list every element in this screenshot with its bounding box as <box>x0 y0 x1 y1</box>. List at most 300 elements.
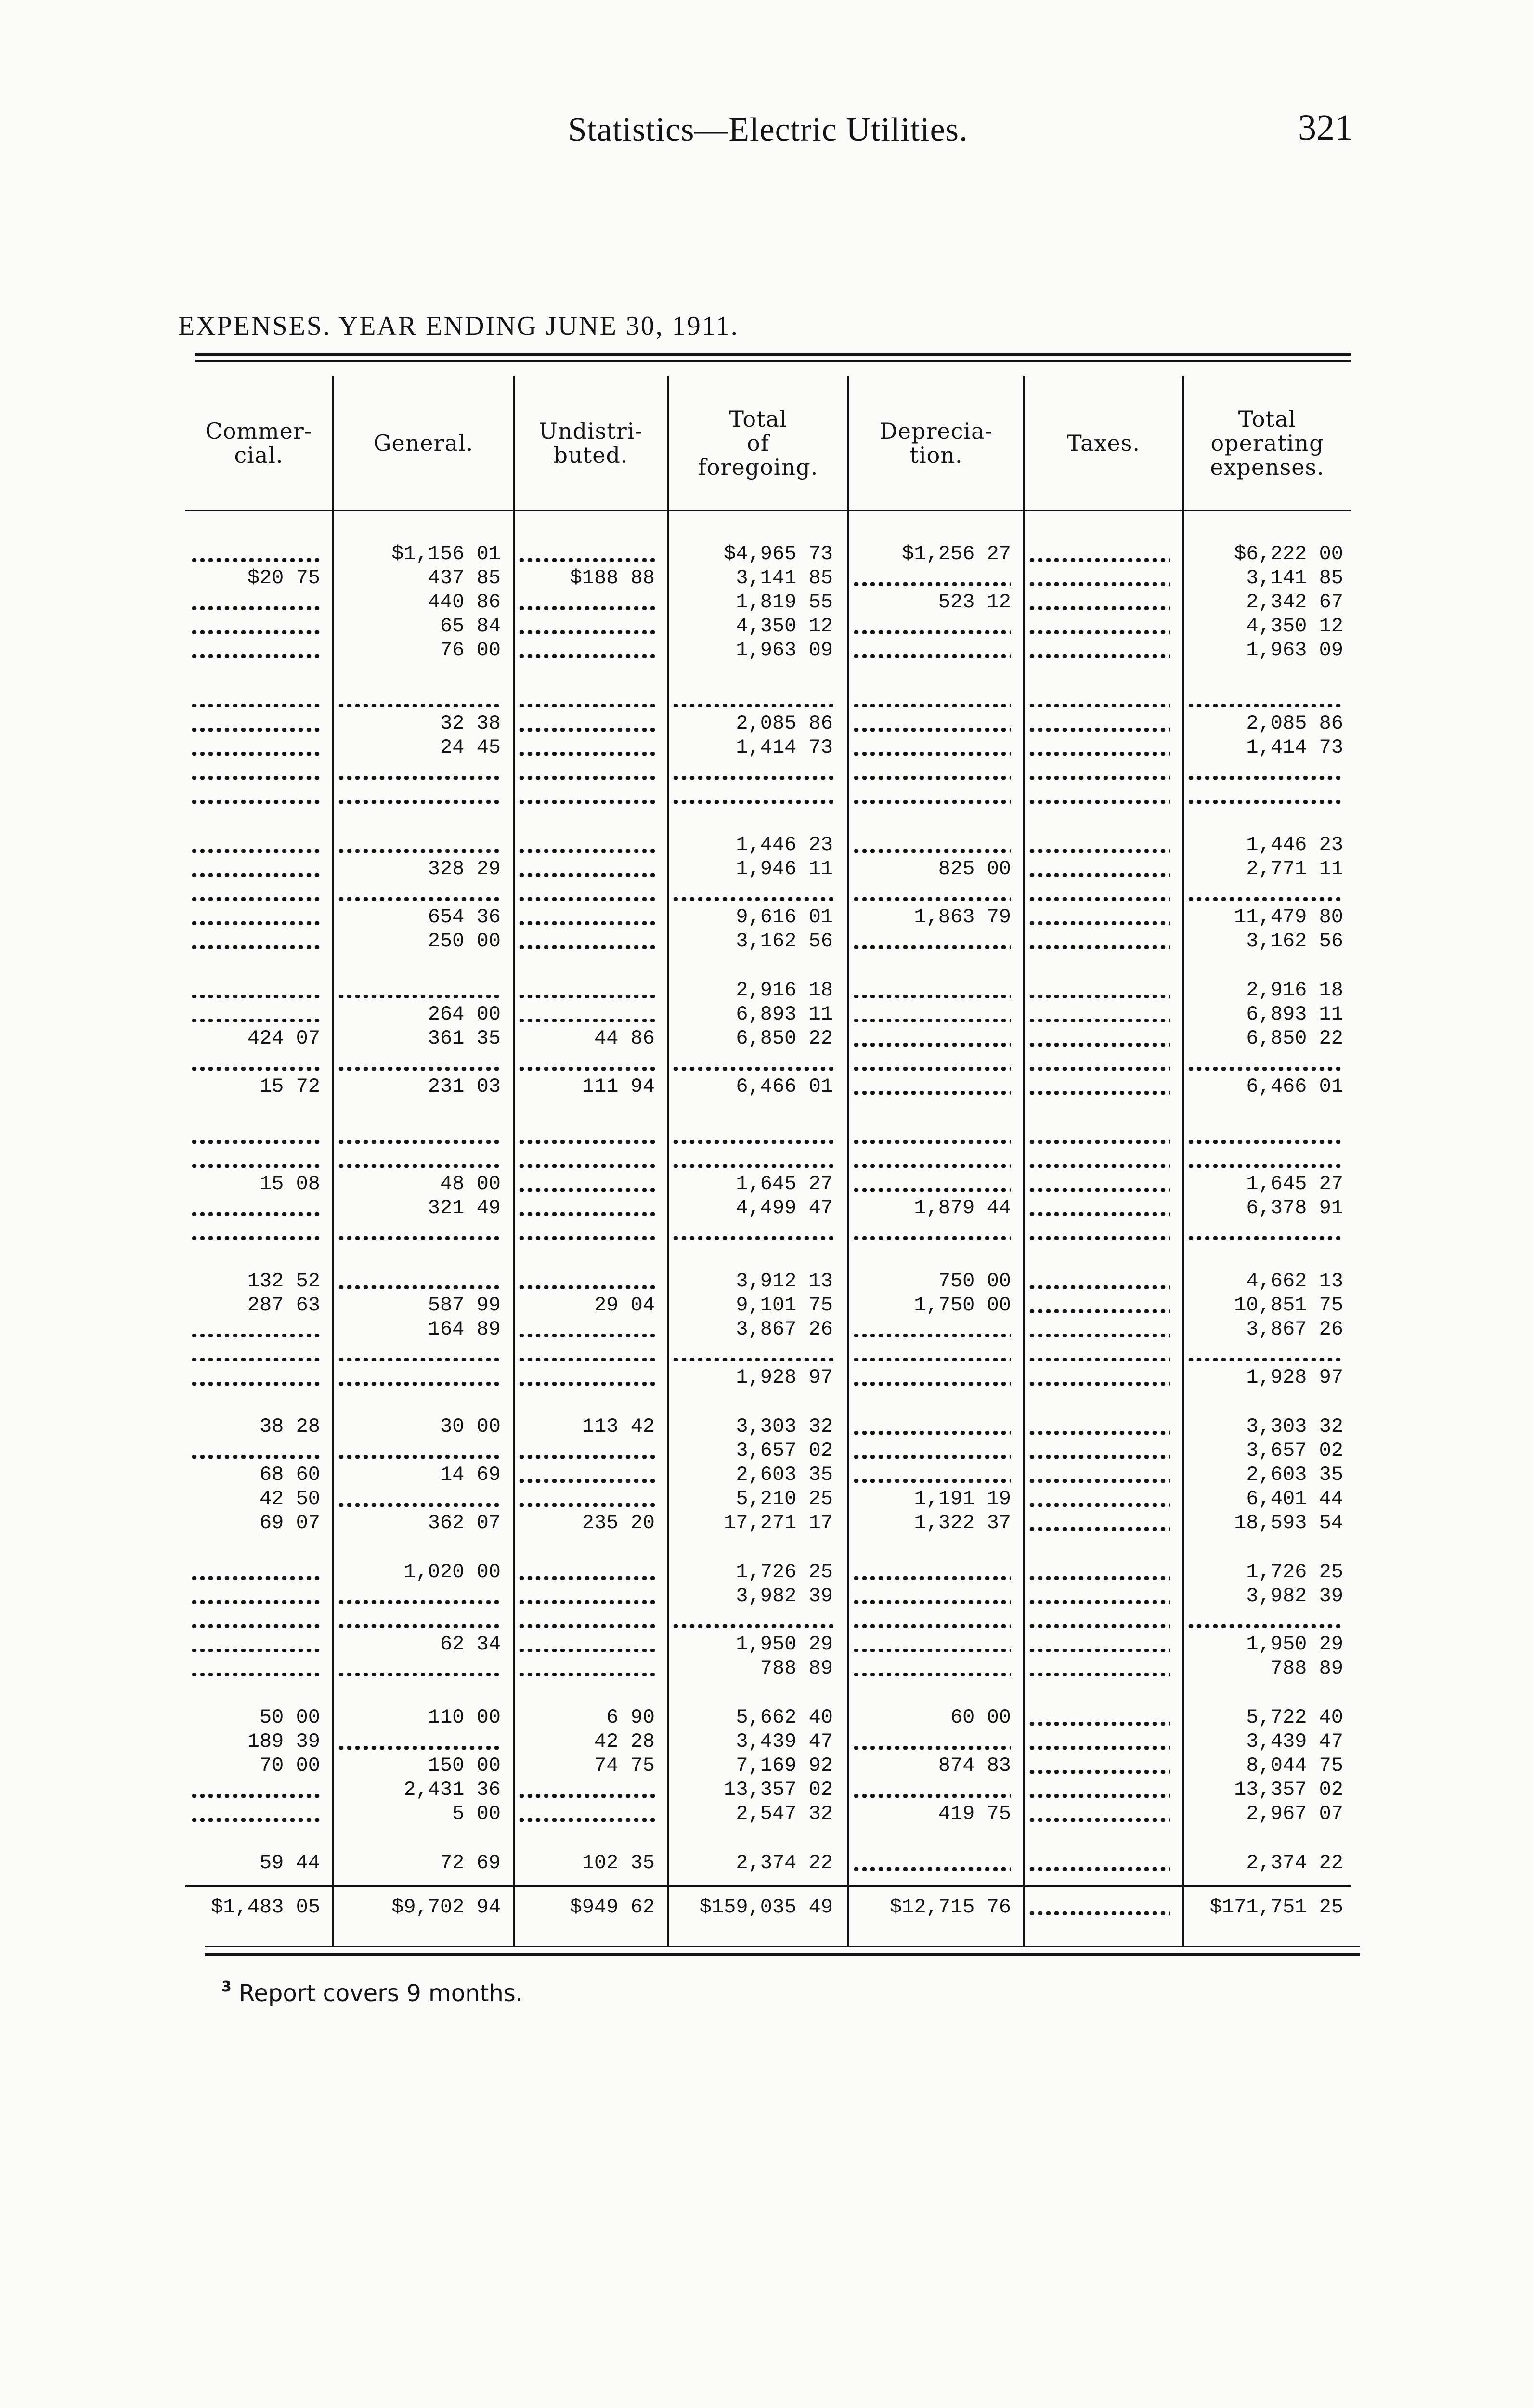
table-cell: 14 69 <box>440 1463 501 1486</box>
table-cell: 50 00 <box>259 1706 320 1729</box>
table-cell: 69 07 <box>259 1511 320 1534</box>
leader-dots <box>1028 945 1170 949</box>
leader-dots <box>190 1673 320 1676</box>
table-cell: 59 44 <box>259 1851 320 1874</box>
table-cell: 13,357 02 <box>1234 1778 1343 1801</box>
leader-dots <box>518 1212 655 1216</box>
leader-dots <box>852 704 1011 707</box>
leader-dots <box>1028 1431 1170 1435</box>
leader-dots <box>190 558 320 562</box>
column-header-label: Total operating expenses. <box>1210 406 1325 480</box>
leader-dots <box>1028 873 1170 877</box>
leader-dots <box>852 630 1011 634</box>
table-cell: 189 39 <box>247 1730 320 1753</box>
table-cell: 4,350 12 <box>1246 615 1343 638</box>
table-cell: 2,771 11 <box>1246 857 1343 880</box>
table-cell: 6,850 22 <box>736 1027 833 1050</box>
table-cell: 30 00 <box>440 1415 501 1438</box>
table-cell: 1,928 97 <box>1246 1366 1343 1389</box>
leader-dots <box>852 945 1011 949</box>
table-cell: 3,162 56 <box>736 929 833 953</box>
leader-dots <box>1028 1503 1170 1507</box>
running-head: Statistics—Electric Utilities. <box>568 111 968 148</box>
table-cell: $4,965 73 <box>724 542 833 565</box>
table-cell: 102 35 <box>582 1851 655 1874</box>
leader-dots <box>190 1236 320 1240</box>
table-cell: 3,141 85 <box>736 566 833 589</box>
leader-dots <box>1028 1043 1170 1047</box>
table-cell: 6,401 44 <box>1246 1487 1343 1510</box>
table-cell: 5,662 40 <box>736 1706 833 1729</box>
table-cell: 5,722 40 <box>1246 1706 1343 1729</box>
leader-dots <box>852 1794 1011 1798</box>
table-cell: 1,950 29 <box>736 1633 833 1656</box>
column-header-label: Taxes. <box>1067 430 1140 456</box>
table-cell: $1,156 01 <box>391 542 501 565</box>
totals-cell: $12,715 76 <box>889 1896 1011 1919</box>
leader-dots <box>190 873 320 877</box>
leader-dots <box>852 1382 1011 1386</box>
table-cell: 9,616 01 <box>736 905 833 929</box>
table-cell: 65 84 <box>440 615 501 638</box>
leader-dots <box>1028 1067 1170 1071</box>
table-cell: 11,479 80 <box>1234 905 1343 929</box>
leader-dots <box>518 1479 655 1483</box>
leader-dots <box>190 995 320 998</box>
leader-dots <box>1187 1624 1343 1628</box>
table-cell: 1,446 23 <box>1246 833 1343 856</box>
leader-dots <box>190 1019 320 1022</box>
leader-dots <box>337 1285 501 1289</box>
table-cell: 1,414 73 <box>736 736 833 759</box>
leader-dots <box>852 1455 1011 1459</box>
leader-dots <box>337 1624 501 1628</box>
leader-dots <box>852 582 1011 586</box>
leader-dots <box>1028 1188 1170 1192</box>
leader-dots <box>518 1164 655 1168</box>
leader-dots <box>518 606 655 610</box>
table-cell: 132 52 <box>247 1269 320 1293</box>
table-cell: 1,819 55 <box>736 590 833 614</box>
leader-dots <box>190 776 320 780</box>
table-cell: 750 00 <box>938 1269 1011 1293</box>
table-cell: 2,547 32 <box>736 1802 833 1825</box>
table-cell: 2,342 67 <box>1246 590 1343 614</box>
leader-dots <box>1028 995 1170 998</box>
leader-dots <box>518 873 655 877</box>
leader-dots <box>518 1188 655 1192</box>
leader-dots <box>190 630 320 634</box>
table-cell: 5 00 <box>452 1802 501 1825</box>
leader-dots <box>852 752 1011 756</box>
table-heading: EXPENSES. YEAR ENDING JUNE 30, 1911. <box>178 311 739 341</box>
leader-dots <box>337 704 501 707</box>
table-cell: 3,141 85 <box>1246 566 1343 589</box>
table-cell: 13,357 02 <box>724 1778 833 1801</box>
leader-dots <box>672 1067 833 1071</box>
leader-dots <box>190 897 320 901</box>
table-cell: 3,657 02 <box>736 1439 833 1462</box>
table-cell: 264 00 <box>428 1003 501 1026</box>
leader-dots <box>190 849 320 853</box>
table-cell: 1,928 97 <box>736 1366 833 1389</box>
table-cell: $6,222 00 <box>1234 542 1343 565</box>
leader-dots <box>672 1624 833 1628</box>
table-cell: 3,303 32 <box>1246 1415 1343 1438</box>
leader-dots <box>190 606 320 610</box>
leader-dots <box>337 1746 501 1750</box>
totals-top-rule <box>185 1885 1351 1887</box>
leader-dots <box>190 921 320 925</box>
table-cell: 3,657 02 <box>1246 1439 1343 1462</box>
table-cell: 29 04 <box>594 1294 655 1317</box>
leader-dots <box>852 1576 1011 1580</box>
leader-dots <box>1028 1770 1170 1774</box>
table-cell: 1,950 29 <box>1246 1633 1343 1656</box>
table-cell: 6 90 <box>606 1706 655 1729</box>
table-cell: 788 89 <box>760 1657 833 1680</box>
leader-dots <box>190 728 320 732</box>
leader-dots <box>1028 776 1170 780</box>
leader-dots <box>1028 1673 1170 1676</box>
leader-dots <box>190 1334 320 1337</box>
leader-dots <box>518 1140 655 1144</box>
table-cell: $188 88 <box>570 566 655 589</box>
leader-dots <box>1028 1818 1170 1822</box>
leader-dots <box>337 776 501 780</box>
leader-dots <box>337 849 501 853</box>
leader-dots <box>1028 1455 1170 1459</box>
table-cell: 3,439 47 <box>736 1730 833 1753</box>
leader-dots <box>518 1285 655 1289</box>
leader-dots <box>337 1503 501 1507</box>
leader-dots <box>1028 704 1170 707</box>
leader-dots <box>518 1067 655 1071</box>
table-cell: 72 69 <box>440 1851 501 1874</box>
leader-dots <box>1028 654 1170 658</box>
table-cell: 874 83 <box>938 1754 1011 1777</box>
table-cell: 2,085 86 <box>736 712 833 735</box>
table-cell: 10,851 75 <box>1234 1294 1343 1317</box>
leader-dots <box>672 1236 833 1240</box>
table-cell: 150 00 <box>428 1754 501 1777</box>
leader-dots <box>852 776 1011 780</box>
totals-cell: $9,702 94 <box>391 1896 501 1919</box>
leader-dots <box>1028 1911 1170 1915</box>
page-number: 321 <box>1298 107 1353 148</box>
leader-dots <box>518 704 655 707</box>
table-cell: 2,431 36 <box>403 1778 501 1801</box>
leader-dots <box>337 1382 501 1386</box>
leader-dots <box>518 630 655 634</box>
leader-dots <box>672 1164 833 1168</box>
table-cell: 4,662 13 <box>1246 1269 1343 1293</box>
leader-dots <box>518 558 655 562</box>
leader-dots <box>1187 776 1343 780</box>
leader-dots <box>852 1140 1011 1144</box>
leader-dots <box>518 1600 655 1604</box>
table-bottom-rule-thick <box>205 1953 1360 1956</box>
leader-dots <box>337 800 501 804</box>
table-cell: 24 45 <box>440 736 501 759</box>
table-cell: 15 08 <box>259 1172 320 1195</box>
table-cell: 235 20 <box>582 1511 655 1534</box>
table-cell: 3,303 32 <box>736 1415 833 1438</box>
totals-cell: $159,035 49 <box>699 1896 833 1919</box>
leader-dots <box>1028 1334 1170 1337</box>
leader-dots <box>1028 1576 1170 1580</box>
table-cell: 788 89 <box>1270 1657 1343 1680</box>
leader-dots <box>190 800 320 804</box>
leader-dots <box>1187 704 1343 707</box>
table-cell: 1,879 44 <box>914 1196 1011 1219</box>
leader-dots <box>852 654 1011 658</box>
table-cell: 362 07 <box>428 1511 501 1534</box>
table-cell: 44 86 <box>594 1027 655 1050</box>
leader-dots <box>1028 1479 1170 1483</box>
leader-dots <box>672 897 833 901</box>
leader-dots <box>672 800 833 804</box>
table-cell: 76 00 <box>440 639 501 662</box>
leader-dots <box>1028 752 1170 756</box>
table-cell: 4,350 12 <box>736 615 833 638</box>
table-cell: 2,603 35 <box>736 1463 833 1486</box>
leader-dots <box>518 1649 655 1652</box>
leader-dots <box>190 654 320 658</box>
leader-dots <box>518 1673 655 1676</box>
leader-dots <box>337 1455 501 1459</box>
leader-dots <box>518 1019 655 1022</box>
leader-dots <box>190 1067 320 1071</box>
table-cell: 328 29 <box>428 857 501 880</box>
leader-dots <box>190 1600 320 1604</box>
leader-dots <box>852 1164 1011 1168</box>
table-cell: 2,916 18 <box>1246 979 1343 1002</box>
leader-dots <box>190 1649 320 1652</box>
leader-dots <box>518 654 655 658</box>
leader-dots <box>1028 1600 1170 1604</box>
table-cell: 2,374 22 <box>736 1851 833 1874</box>
leader-dots <box>190 1818 320 1822</box>
leader-dots <box>1028 582 1170 586</box>
leader-dots <box>190 1140 320 1144</box>
column-header-label: Commer- cial. <box>205 418 312 468</box>
leader-dots <box>852 849 1011 853</box>
leader-dots <box>1028 1358 1170 1361</box>
table-cell: 42 50 <box>259 1487 320 1510</box>
leader-dots <box>190 945 320 949</box>
leader-dots <box>1187 1236 1343 1240</box>
leader-dots <box>190 1164 320 1168</box>
table-cell: 8,044 75 <box>1246 1754 1343 1777</box>
table-cell: 164 89 <box>428 1318 501 1341</box>
table-cell: 6,466 01 <box>736 1075 833 1098</box>
leader-dots <box>518 1624 655 1628</box>
leader-dots <box>518 800 655 804</box>
leader-dots <box>190 1624 320 1628</box>
leader-dots <box>1028 849 1170 853</box>
leader-dots <box>1028 1867 1170 1871</box>
table-cell: 2,603 35 <box>1246 1463 1343 1486</box>
table-cell: 6,850 22 <box>1246 1027 1343 1050</box>
leader-dots <box>518 849 655 853</box>
table-cell: 1,414 73 <box>1246 736 1343 759</box>
leader-dots <box>852 1673 1011 1676</box>
leader-dots <box>190 1212 320 1216</box>
leader-dots <box>1187 1140 1343 1144</box>
leader-dots <box>518 1334 655 1337</box>
table-cell: 38 28 <box>259 1415 320 1438</box>
leader-dots <box>190 1576 320 1580</box>
table-cell: 62 34 <box>440 1633 501 1656</box>
leader-dots <box>1028 1722 1170 1726</box>
table-cell: 250 00 <box>428 929 501 953</box>
table-cell: 110 00 <box>428 1706 501 1729</box>
table-cell: 1,750 00 <box>914 1294 1011 1317</box>
leader-dots <box>1028 1527 1170 1531</box>
leader-dots <box>852 1431 1011 1435</box>
leader-dots <box>337 1164 501 1168</box>
totals-cell: $949 62 <box>570 1896 655 1919</box>
leader-dots <box>518 1576 655 1580</box>
table-cell: 361 35 <box>428 1027 501 1050</box>
table-cell: 1,446 23 <box>736 833 833 856</box>
leader-dots <box>852 728 1011 732</box>
leader-dots <box>337 1358 501 1361</box>
leader-dots <box>337 995 501 998</box>
table-cell: $1,256 27 <box>902 542 1011 565</box>
leader-dots <box>852 800 1011 804</box>
leader-dots <box>1028 1649 1170 1652</box>
leader-dots <box>852 1019 1011 1022</box>
leader-dots <box>337 1600 501 1604</box>
leader-dots <box>1028 1091 1170 1095</box>
table-cell: 231 03 <box>428 1075 501 1098</box>
table-cell: 437 85 <box>428 566 501 589</box>
leader-dots <box>518 752 655 756</box>
table-cell: 1,726 25 <box>736 1560 833 1584</box>
leader-dots <box>337 1067 501 1071</box>
leader-dots <box>1028 558 1170 562</box>
table-cell: 1,963 09 <box>736 639 833 662</box>
totals-cell: $171,751 25 <box>1209 1896 1343 1919</box>
table-cell: 4,499 47 <box>736 1196 833 1219</box>
table-cell: 15 72 <box>259 1075 320 1098</box>
table-cell: 32 38 <box>440 712 501 735</box>
footnote-marker: 3 <box>221 1978 232 1995</box>
leader-dots <box>518 1382 655 1386</box>
table-cell: 70 00 <box>259 1754 320 1777</box>
leader-dots <box>190 1794 320 1798</box>
leader-dots <box>1028 1746 1170 1750</box>
leader-dots <box>852 995 1011 998</box>
leader-dots <box>672 776 833 780</box>
table-cell: 3,982 39 <box>736 1584 833 1608</box>
leader-dots <box>518 995 655 998</box>
table-cell: 9,101 75 <box>736 1294 833 1317</box>
table-cell: 3,162 56 <box>1246 929 1343 953</box>
leader-dots <box>518 1818 655 1822</box>
table-cell: 287 63 <box>247 1294 320 1317</box>
leader-dots <box>1028 728 1170 732</box>
table-cell: 2,916 18 <box>736 979 833 1002</box>
table-cell: 3,439 47 <box>1246 1730 1343 1753</box>
leader-dots <box>1028 921 1170 925</box>
table-cell: 1,726 25 <box>1246 1560 1343 1584</box>
leader-dots <box>1028 1236 1170 1240</box>
leader-dots <box>337 1140 501 1144</box>
table-cell: $20 75 <box>247 566 320 589</box>
footnote <box>221 1978 523 2007</box>
leader-dots <box>852 1600 1011 1604</box>
leader-dots <box>852 1334 1011 1337</box>
leader-dots <box>190 752 320 756</box>
leader-dots <box>1028 630 1170 634</box>
leader-dots <box>1187 1164 1343 1168</box>
leader-dots <box>337 1236 501 1240</box>
leader-dots <box>1028 897 1170 901</box>
leader-dots <box>852 1236 1011 1240</box>
table-cell: 6,893 11 <box>1246 1003 1343 1026</box>
table-cell: 42 28 <box>594 1730 655 1753</box>
leader-dots <box>852 1358 1011 1361</box>
leader-dots <box>1028 1624 1170 1628</box>
leader-dots <box>1028 1309 1170 1313</box>
leader-dots <box>190 1358 320 1361</box>
table-bottom-rule-thin <box>205 1946 1360 1947</box>
table-cell: 3,867 26 <box>1246 1318 1343 1341</box>
table-cell: 3,912 13 <box>736 1269 833 1293</box>
leader-dots <box>518 1794 655 1798</box>
table-cell: 74 75 <box>594 1754 655 1777</box>
leader-dots <box>852 1624 1011 1628</box>
leader-dots <box>1187 800 1343 804</box>
leader-dots <box>518 728 655 732</box>
table-cell: 17,271 17 <box>724 1511 833 1534</box>
leader-dots <box>852 1479 1011 1483</box>
column-header-label: Deprecia- tion. <box>879 418 993 468</box>
leader-dots <box>672 704 833 707</box>
leader-dots <box>852 1188 1011 1192</box>
leader-dots <box>518 921 655 925</box>
table-cell: 6,893 11 <box>736 1003 833 1026</box>
table-cell: 68 60 <box>259 1463 320 1486</box>
table-cell: 3,867 26 <box>736 1318 833 1341</box>
table-cell: 6,466 01 <box>1246 1075 1343 1098</box>
leader-dots <box>337 1673 501 1676</box>
leader-dots <box>852 1649 1011 1652</box>
table-cell: 1,645 27 <box>736 1172 833 1195</box>
leader-dots <box>1187 1067 1343 1071</box>
table-cell: 3,982 39 <box>1246 1584 1343 1608</box>
table-cell: 1,191 19 <box>914 1487 1011 1510</box>
leader-dots <box>1187 1358 1343 1361</box>
table-cell: 113 42 <box>582 1415 655 1438</box>
leader-dots <box>1028 1164 1170 1168</box>
leader-dots <box>852 1091 1011 1095</box>
column-header-label: Undistri- buted. <box>539 418 643 468</box>
leader-dots <box>1028 1140 1170 1144</box>
table-cell: 111 94 <box>582 1075 655 1098</box>
table-cell: 1,963 09 <box>1246 639 1343 662</box>
leader-dots <box>1187 897 1343 901</box>
table-cell: 6,378 91 <box>1246 1196 1343 1219</box>
leader-dots <box>518 897 655 901</box>
leader-dots <box>337 897 501 901</box>
column-header-label: Total of foregoing. <box>698 406 818 480</box>
table-cell: 1,863 79 <box>914 905 1011 929</box>
leader-dots <box>852 1746 1011 1750</box>
